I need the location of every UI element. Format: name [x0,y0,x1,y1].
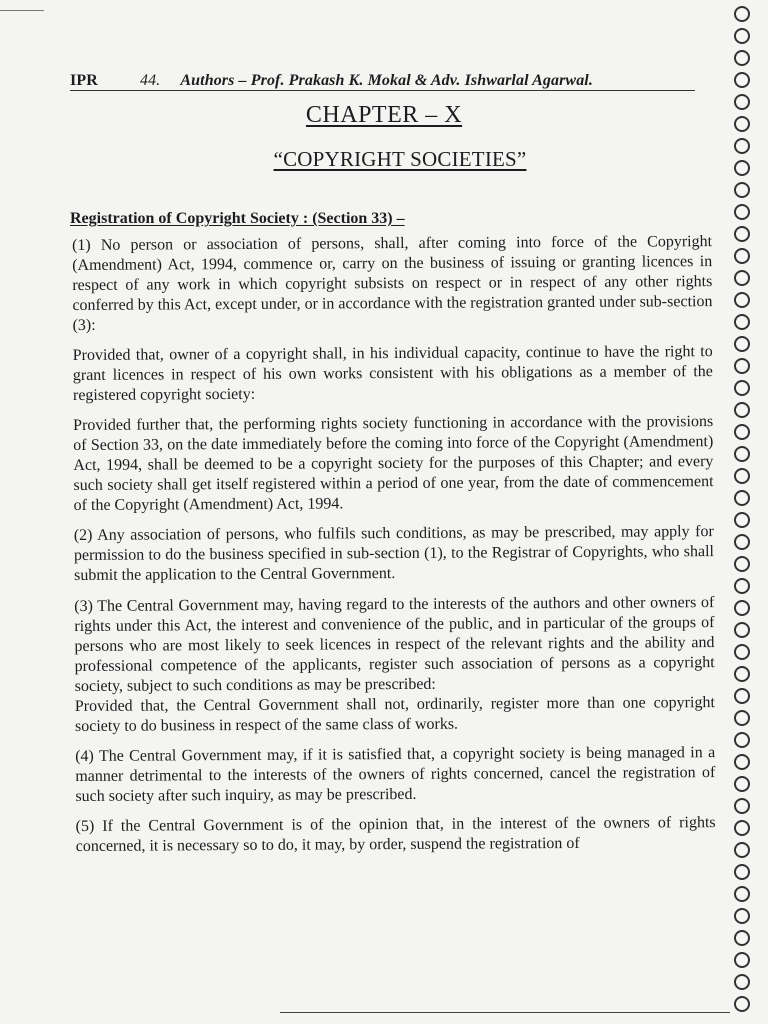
binder-hole [734,6,750,22]
paragraph-8: (5) If the Central Government is of the opinion that, in the interest of the owners of rights concerned, it is necessary so to do, it may, by order, suspend the registration of [75,814,716,855]
header-authors: Authors – Prof. Prakash K. Mokal & Adv. Ishwarlal Agarwal. [180,72,593,89]
binder-hole [734,710,750,726]
paragraph-7: (4) The Central Government may, if it is satisfied that, a copyright society is being managed in a manner detrimental to the interests of the owners of rights concerned, cancel the registration of such society after such inquiry, as may be prescribed. [75,744,716,805]
binder-hole [734,556,750,572]
binder-hole [734,974,750,990]
binder-holes [734,6,756,1016]
binder-hole [734,534,750,550]
binder-hole [734,776,750,792]
binder-hole [734,644,750,660]
binder-hole [734,94,750,110]
chapter-subtitle [0,147,768,172]
binder-hole [734,468,750,484]
binder-hole [734,798,750,814]
binder-hole [734,424,750,440]
body-text [72,232,716,867]
binder-hole [734,50,750,66]
header-rule [70,90,695,91]
binder-hole [734,952,750,968]
section-heading-text: Registration of Copyright Society : (Section 33) – [70,210,405,227]
binder-hole [734,578,750,594]
page-edge-mark [0,0,44,11]
binder-hole [734,402,750,418]
binder-hole [734,226,750,242]
binder-hole [734,336,750,352]
chapter-title-text: CHAPTER – X [305,102,463,128]
paragraph-3: Provided further that, the performing rights society functioning in accordance with the provisions of Section 33, on the date immediately before the coming into force of the Copyright (Amendment) Act, 1994, shall be deemed to be a copyright society for the purposes of this Chapter; and every such society shall get itself registered within a period of one year, from the date of commencement of the Copyright (Amendment) Act, 1994. [73,413,714,514]
binder-hole [734,490,750,506]
binder-hole [734,732,750,748]
binder-hole [734,820,750,836]
binder-hole [734,292,750,308]
binder-hole [734,160,750,176]
paragraph-5: (3) The Central Government may, having regard to the interests of the authors and other owners of rights under this Act, the interest and convenience of the public, and in particular of the groups of persons who are most likely to seek licences in respect of the relevant rights and the ability and professional competence of the applicants, register such association of persons as a copyright society, subject to such conditions as may be prescribed: [74,594,715,695]
binder-hole [734,204,750,220]
section-heading [70,210,710,228]
chapter-subtitle-text: “COPYRIGHT SOCIETIES” [273,147,527,171]
binder-hole [734,116,750,132]
binder-hole [734,248,750,264]
binder-hole [734,864,750,880]
binder-hole [734,512,750,528]
binder-hole [734,182,750,198]
paragraph-4: (2) Any association of persons, who fulfils such conditions, as may be prescribed, may apply for permission to do the business specified in sub-section (1), to the Registrar of Copyrights, who shall submit the application to the Central Government. [73,523,714,584]
binder-hole [734,358,750,374]
paragraph-2: Provided that, owner of a copyright shall, in his individual capacity, continue to have the right to grant licences in respect of his own works consistent with his obligations as a member of the registered copyright society: [72,343,713,404]
binder-hole [734,28,750,44]
header-subject: IPR [70,72,98,89]
binder-hole [734,842,750,858]
binder-hole [734,688,750,704]
binder-hole [734,270,750,286]
footer-rule [280,1012,730,1013]
binder-hole [734,72,750,88]
binder-hole [734,380,750,396]
binder-hole [734,754,750,770]
binder-hole [734,886,750,902]
paragraph-6: Provided that, the Central Government shall not, ordinarily, register more than one copyright society to do business in respect of the same class of works. [74,694,715,735]
binder-hole [734,996,750,1012]
header-page-number: 44. [139,72,161,89]
binder-hole [734,138,750,154]
binder-hole [734,666,750,682]
page-header [70,72,710,90]
binder-hole [734,446,750,462]
binder-hole [734,930,750,946]
binder-hole [734,314,750,330]
binder-hole [734,622,750,638]
binder-hole [734,908,750,924]
binder-hole [734,600,750,616]
chapter-title [0,102,768,129]
paragraph-1: (1) No person or association of persons, shall, after coming into force of the Copyright (Amendment) Act, 1994, commence or, carry on the business of issuing or granting licences in respect of any work in which copyright subsists on respect or in respect of any other rights conferred by this Act, except under, or in accordance with the registration granted under sub-section (3): [72,233,713,334]
